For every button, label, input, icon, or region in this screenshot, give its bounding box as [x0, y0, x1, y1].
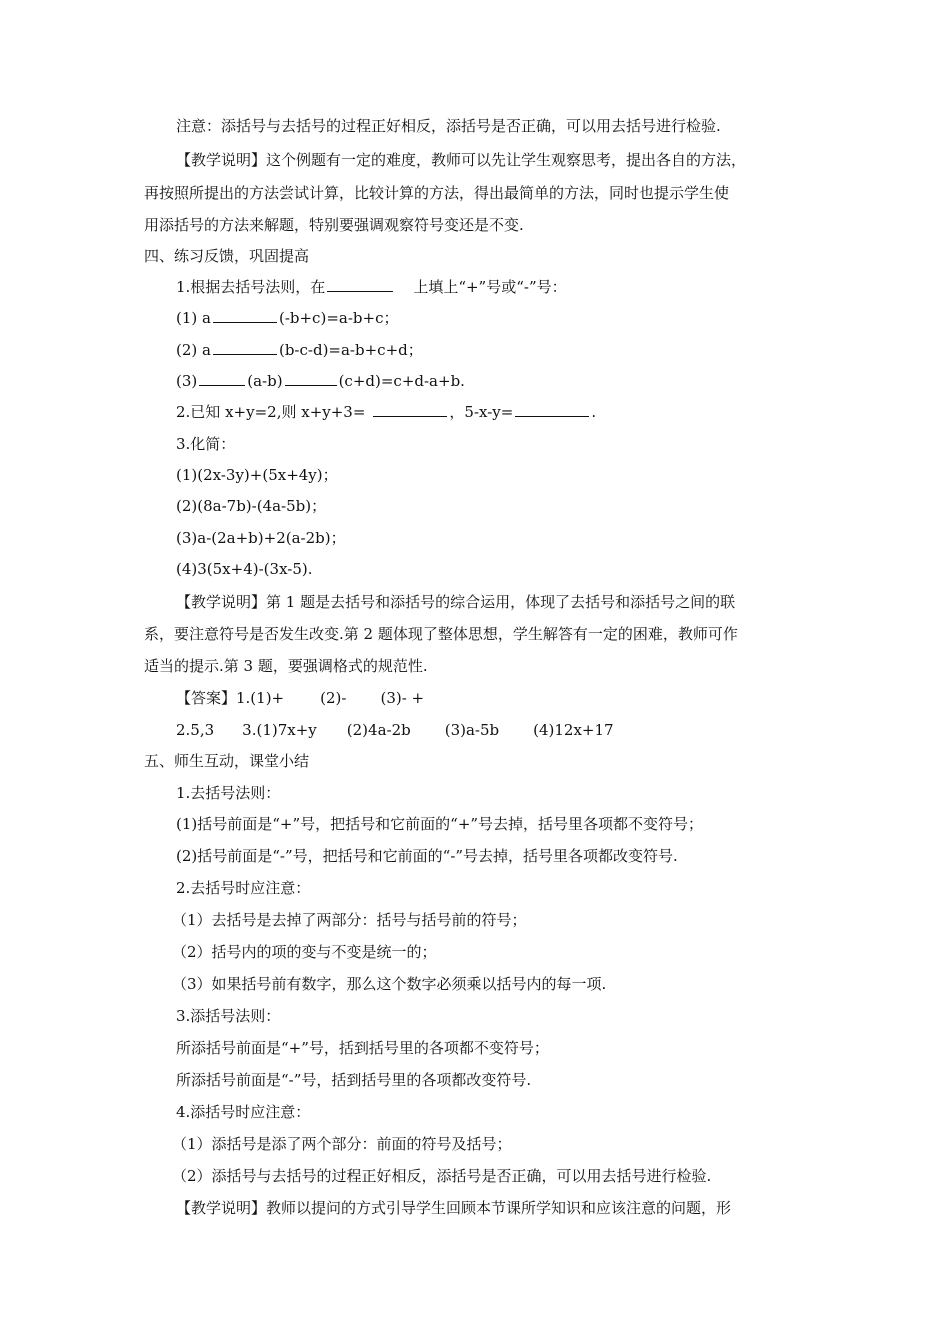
exercise-text: (-b+c)=a-b+c； — [278, 309, 399, 327]
exercise-line — [176, 371, 465, 391]
note-line: 注意：添括号与去括号的过程正好相反，添括号是否正确，可以用去括号进行检验. — [176, 117, 721, 135]
exercise-line: (3)a-(2a+b)+2(a-2b)； — [176, 529, 346, 547]
answer-blank[interactable] — [285, 371, 337, 386]
exercise-line — [176, 340, 423, 360]
exercise-text: . — [591, 403, 597, 421]
exercise-line — [176, 277, 567, 297]
answer-text: 2.5,3 — [176, 721, 215, 739]
summary-line: （2）添括号与去括号的过程正好相反，添括号是否正确，可以用去括号进行检验. — [172, 1167, 712, 1185]
summary-line: (1)括号前面是“+”号，把括号和它前面的“+”号去掉，括号里各项都不变符号； — [176, 815, 704, 833]
summary-line: 2.去括号时应注意： — [176, 879, 311, 897]
teaching-note-line: 【教学说明】教师以提问的方式引导学生回顾本节课所学知识和应该注意的问题，形 — [176, 1199, 732, 1217]
summary-line: （1）去括号是去掉了两部分：括号与括号前的符号； — [172, 911, 527, 929]
exercise-line: (1)(2x-3y)+(5x+4y)； — [176, 466, 338, 484]
exercise-line: 3.化简： — [176, 435, 236, 453]
teaching-note-line: 【教学说明】这个例题有一定的难度，教师可以先让学生观察思考，提出各自的方法， — [176, 151, 747, 169]
summary-line: (2)括号前面是“-”号，把括号和它前面的“-”号去掉，括号里各项都改变符号. — [176, 847, 678, 865]
answer-text: 【答案】1.(1)+ — [176, 689, 285, 707]
answer-text: (3)a-5b — [444, 721, 500, 739]
answer-text: 3.(1)7x+y — [242, 721, 317, 739]
answer-line — [176, 720, 614, 740]
summary-line: （2）括号内的项的变与不变是统一的； — [172, 943, 437, 961]
exercise-text: (c+d)=c+d-a+b. — [338, 372, 465, 390]
summary-line: （1）添括号是添了两个部分：前面的符号及括号； — [172, 1135, 512, 1153]
answer-blank[interactable] — [213, 340, 277, 355]
exercise-line: (4)3(5x+4)-(3x-5). — [176, 560, 313, 578]
answer-line — [176, 688, 424, 708]
exercise-line — [176, 308, 398, 328]
summary-line: 1.去括号法则： — [176, 784, 281, 802]
answer-blank[interactable] — [199, 371, 245, 386]
answer-blank[interactable] — [213, 308, 277, 323]
answer-blank[interactable] — [327, 277, 393, 292]
exercise-text: 上填上“+”号或“-”号： — [413, 278, 567, 296]
exercise-text: (2) a — [176, 341, 211, 359]
exercise-text: 2.已知 x+y=2,则 x+y+3= — [176, 403, 366, 421]
answer-text: (2)- — [320, 689, 347, 707]
answer-blank[interactable] — [373, 402, 447, 417]
section-heading: 五、师生互动，课堂小结 — [144, 752, 310, 770]
answer-text: (2)4a-2b — [346, 721, 411, 739]
exercise-line: (2)(8a-7b)-(4a-5b)； — [176, 497, 327, 515]
teaching-note-line: 再按照所提出的方法尝试计算，比较计算的方法，得出最简单的方法，同时也提示学生使 — [144, 184, 730, 202]
exercise-text: (1) a — [176, 309, 211, 327]
summary-line: 所添括号前面是“+”号，括到括号里的各项都不变符号； — [176, 1039, 549, 1057]
exercise-text: (a-b) — [247, 372, 283, 390]
answer-text: (4)12x+17 — [533, 721, 614, 739]
summary-line: 4.添括号时应注意： — [176, 1103, 311, 1121]
exercise-line — [176, 402, 596, 422]
teaching-note-line: 用添括号的方法来解题，特别要强调观察符号变还是不变. — [144, 216, 524, 234]
summary-line: （3）如果括号前有数字，那么这个数字必须乘以括号内的每一项. — [172, 975, 607, 993]
summary-line: 3.添括号法则： — [176, 1007, 281, 1025]
exercise-text: 1.根据去括号法则，在 — [176, 278, 326, 296]
teaching-note-line: 【教学说明】第 1 题是去括号和添括号的综合运用，体现了去括号和添括号之间的联 — [176, 593, 736, 611]
answer-blank[interactable] — [515, 402, 589, 417]
exercise-text: (b-c-d)=a-b+c+d； — [278, 341, 423, 359]
exercise-text: ，5-x-y= — [449, 403, 514, 421]
teaching-note-line: 适当的提示.第 3 题，要强调格式的规范性. — [144, 657, 428, 675]
answer-text: (3)- + — [380, 689, 425, 707]
exercise-text: (3) — [176, 372, 198, 390]
summary-line: 所添括号前面是“-”号，括到括号里的各项都改变符号. — [176, 1071, 532, 1089]
section-heading: 四、练习反馈，巩固提高 — [144, 247, 310, 265]
teaching-note-line: 系，要注意符号是否发生改变.第 2 题体现了整体思想，学生解答有一定的困难，教师可作 — [144, 625, 738, 643]
